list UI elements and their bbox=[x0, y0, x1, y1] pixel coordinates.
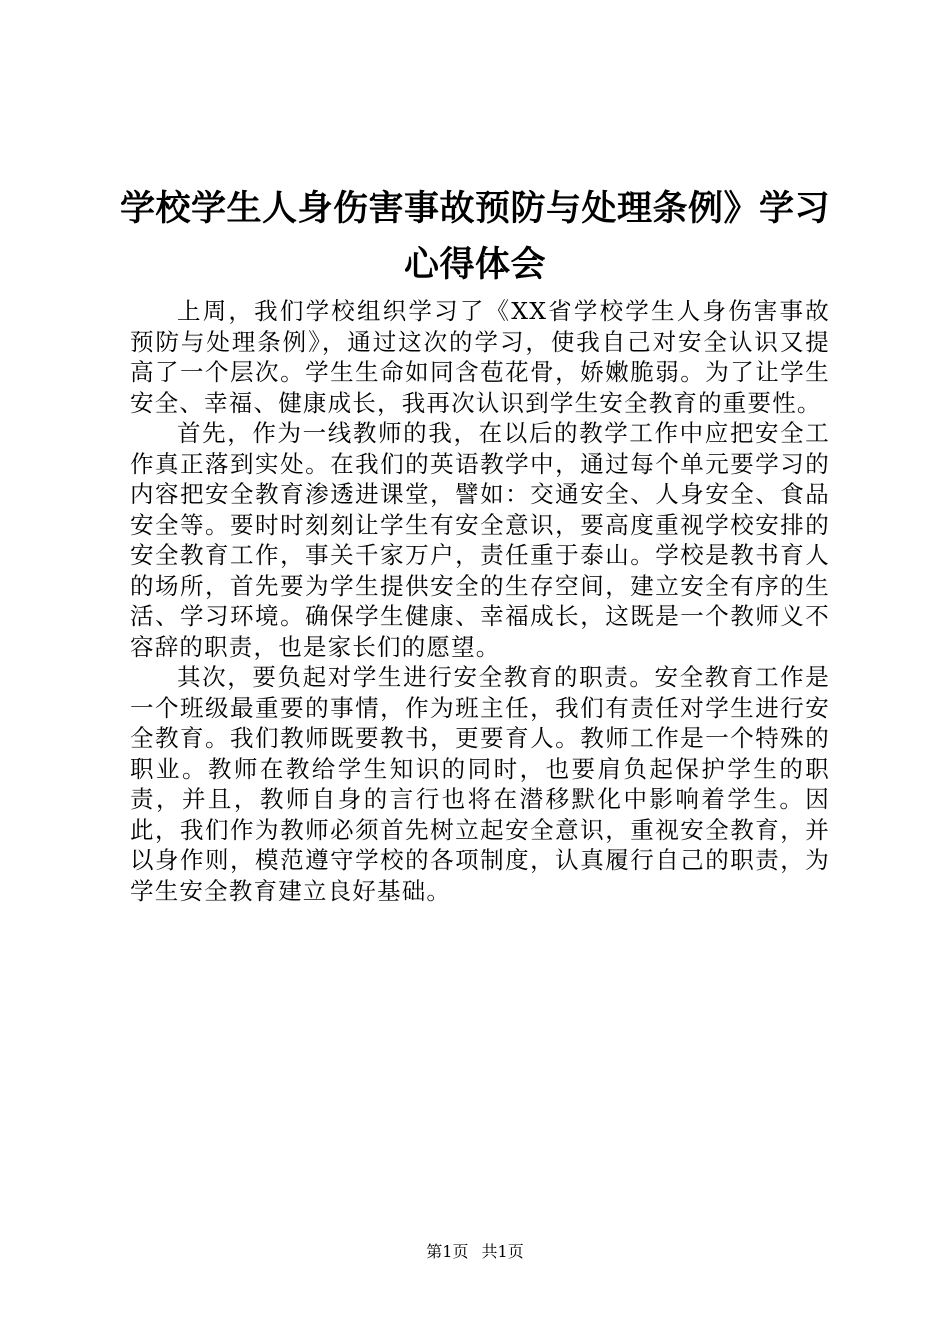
title-line-1: 学校学生人身伤害事故预防与处理条例》学习 bbox=[119, 189, 830, 230]
page-number: 第1页 bbox=[426, 1242, 469, 1261]
document-title bbox=[110, 181, 840, 293]
title-line-2: 心得体会 bbox=[403, 245, 546, 286]
document-body bbox=[130, 296, 830, 906]
paragraph-1: 上周，我们学校组织学习了《XX省学校学生人身伤害事故预防与处理条例》，通过这次的学习，使我自己对安全认识又提高了一个层次。学生生命如同含苞花骨，娇嫩脆弱。为了让学生安全、幸福、健康成长，我再次认识到学生安全教育的重要性。 bbox=[130, 297, 830, 417]
page-total: 共1页 bbox=[481, 1242, 524, 1261]
paragraph-3: 其次，要负起对学生进行安全教育的职责。安全教育工作是一个班级最重要的事情，作为班主任，我们有责任对学生进行安全教育。我们教师既要教书，更要育人。教师工作是一个特殊的职业。教师在教给学生知识的同时，也要肩负起保护学生的职责，并且，教师自身的言行也将在潜移默化中影响着学生。因此，我们作为教师必须首先树立起安全意识，重视安全教育，并以身作则，模范遵守学校的各项制度，认真履行自己的职责，为学生安全教育建立良好基础。 bbox=[130, 663, 830, 905]
page-footer bbox=[0, 1242, 950, 1262]
paragraph-2: 首先，作为一线教师的我，在以后的教学工作中应把安全工作真正落到实处。在我们的英语教学中，通过每个单元要学习的内容把安全教育渗透进课堂，譬如：交通安全、人身安全、食品安全等。要时时刻刻让学生有安全意识，要高度重视学校安排的安全教育工作，事关千家万户，责任重于泰山。学校是教书育人的场所，首先要为学生提供安全的生存空间，建立安全有序的生活、学习环境。确保学生健康、幸福成长，这既是一个教师义不容辞的职责，也是家长们的愿望。 bbox=[130, 419, 830, 661]
